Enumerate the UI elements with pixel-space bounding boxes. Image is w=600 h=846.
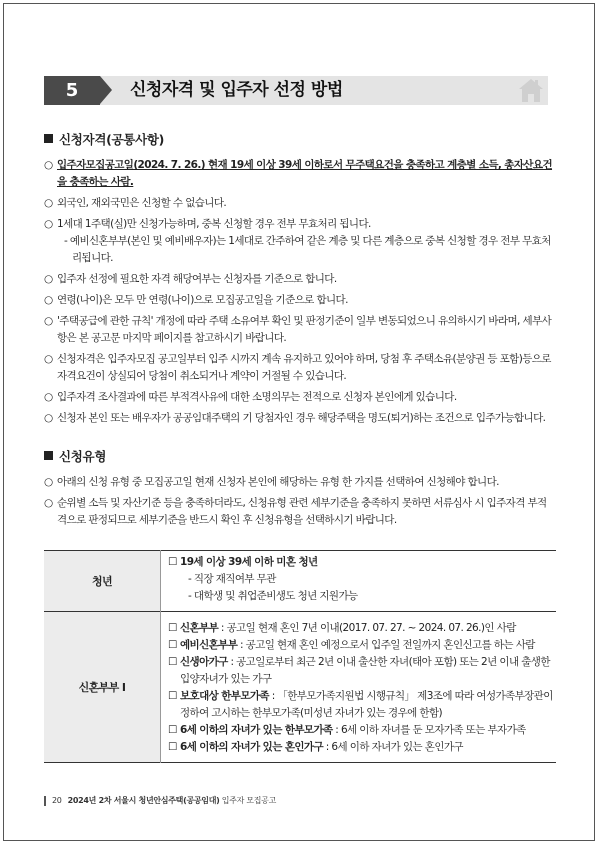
eligibility-item: ○ 외국인, 재외국민은 신청할 수 없습니다. <box>44 195 556 212</box>
circle-bullet-icon: ○ <box>44 497 53 509</box>
eligibility-item: ○ 입주자격 조사결과에 따른 부적격사유에 대한 소명의무는 전적으로 신청자 본인에게 있습니다. <box>44 389 556 406</box>
footer-bar <box>44 796 46 806</box>
page-number: 20 <box>52 796 62 805</box>
checkbox-icon: ☐ <box>168 690 177 702</box>
youth-label: 청년 <box>44 551 161 612</box>
eligibility-item: ○ 1세대 1주택(실)만 신청가능하며, 중복 신청할 경우 전부 무효처리 됩니다. <box>44 216 556 233</box>
newlywed-type: ☐ 6세 이하의 자녀가 있는 한부모가족 : 6세 이하 자녀를 둔 모자가족 또는 부자가족 <box>168 722 556 739</box>
newlywed-type: ☐ 예비신혼부부 : 공고일 현재 혼인 예정으로서 입주일 전일까지 혼인신고를 하는 사람 <box>168 637 556 654</box>
eligibility-item: ○ 입주자 선정에 필요한 자격 해당여부는 신청자를 기준으로 합니다. <box>44 271 556 288</box>
circle-bullet-icon: ○ <box>44 412 53 424</box>
main-content <box>44 131 556 533</box>
square-bullet-icon <box>44 451 53 460</box>
application-type-item: ○ 아래의 신청 유형 중 모집공고일 현재 신청자 본인에 해당하는 유형 한 가지를 선택하여 신청해야 합니다. <box>44 474 556 491</box>
youth-details: ☐ 19세 이상 39세 이하 미혼 청년 - 직장 재직여부 무관 - 대학생 및 취업준비생도 청년 지원가능 <box>168 556 358 602</box>
eligibility-item: ○ 신청자격은 입주자모집 공고일부터 입주 시까지 계속 유지하고 있어야 하며, 당첨 후 주택소유(분양권 등 포함)등으로 자격요건이 상실되어 당첨이 취소되거나 계약이 거절될 수 있습니다. <box>44 353 551 382</box>
section-number-arrow <box>100 76 112 104</box>
application-type-heading: 신청유형 <box>44 448 556 465</box>
checkbox-icon: ☐ <box>168 724 177 736</box>
circle-bullet-icon: ○ <box>44 197 53 209</box>
checkbox-icon: ☐ <box>168 639 177 651</box>
table-row-newlywed <box>44 612 556 763</box>
newlywed-type: ☐ 보호대상 한부모가족 : 「한부모가족지원법 시행규칙」 제3조에 따라 여성가족부장관이 정하여 고시하는 한부모가족(미성년 자녀가 있는 경우에 한함) <box>168 690 553 719</box>
square-bullet-icon <box>44 134 53 143</box>
home-icon <box>516 75 546 105</box>
table-row-youth <box>44 551 556 612</box>
checkbox-icon: ☐ <box>168 741 177 753</box>
newlywed-type: ☐ 6세 이하의 자녀가 있는 혼인가구 : 6세 이하 자녀가 있는 혼인가구 <box>168 739 556 756</box>
eligibility-item: ○ '주택공급에 관한 규칙' 개정에 따라 주택 소유여부 확인 및 판정기준이 일부 변동되었으니 유의하시기 바라며, 세부사항은 본 공고문 마지막 페이지를 참고하시기 바랍니다. <box>44 315 552 344</box>
checkbox-icon: ☐ <box>168 556 177 568</box>
section-number: 5 <box>44 76 100 105</box>
newlywed-label: 신혼부부 Ⅰ <box>44 612 161 763</box>
circle-bullet-icon: ○ <box>44 159 53 171</box>
eligibility-subitem: - 예비신혼부부(본인 및 예비배우자)는 1세대로 간주하여 같은 계층 및 다른 계층으로 중복 신청할 경우 전부 무효처리됩니다. <box>64 235 551 264</box>
spacer <box>44 431 556 448</box>
application-type-item: ○ 순위별 소득 및 자산기준 등을 충족하더라도, 신청유형 관련 세부기준을 충족하지 못하면 서류심사 시 입주자격 부적격으로 판정되므로 세부기준을 반드시 확인 후 신청유형을 선택하시기 바랍니다. <box>44 497 547 526</box>
newlywed-type: ☐ 신생아가구 : 공고일로부터 최근 2년 이내 출산한 자녀(태아 포함) 또는 2년 이내 출생한 입양자녀가 있는 가구 <box>168 656 550 685</box>
checkbox-icon: ☐ <box>168 656 177 668</box>
circle-bullet-icon: ○ <box>44 315 53 327</box>
circle-bullet-icon: ○ <box>44 273 53 285</box>
eligibility-item: ○ 연령(나이)은 모두 만 연령(나이)으로 모집공고일을 기준으로 합니다. <box>44 292 556 309</box>
circle-bullet-icon: ○ <box>44 353 53 365</box>
newlywed-details <box>161 612 557 763</box>
footer-doc-suffix: 입주자 모집공고 <box>221 796 277 805</box>
circle-bullet-icon: ○ <box>44 294 53 306</box>
checkbox-icon: ☐ <box>168 622 177 634</box>
application-type-table <box>44 550 556 763</box>
footer-doc-title: 2024년 2차 서울시 청년안심주택(공공임대) <box>67 796 220 805</box>
circle-bullet-icon: ○ <box>44 476 53 488</box>
circle-bullet-icon: ○ <box>44 218 53 230</box>
section-title: 신청자격 및 입주자 선정 방법 <box>130 80 343 100</box>
eligibility-heading: 신청자격(공통사항) <box>44 131 556 148</box>
eligibility-item: ○ 신청자 본인 또는 배우자가 공공임대주택의 기 당첨자인 경우 해당주택을 명도(퇴거)하는 조건으로 입주가능합니다. <box>44 410 556 427</box>
page-footer <box>44 795 276 806</box>
circle-bullet-icon: ○ <box>44 391 53 403</box>
eligibility-item: ○ 입주자모집공고일(2024. 7. 26.) 현재 19세 이상 39세 이하로서 무주택요건을 충족하고 계층별 소득, 총자산요건을 충족하는 사람. <box>44 159 553 188</box>
newlywed-type: ☐ 신혼부부 : 공고일 현재 혼인 7년 이내(2017. 07. 27. ~ 2024. 07. 26.)인 사람 <box>168 620 556 637</box>
